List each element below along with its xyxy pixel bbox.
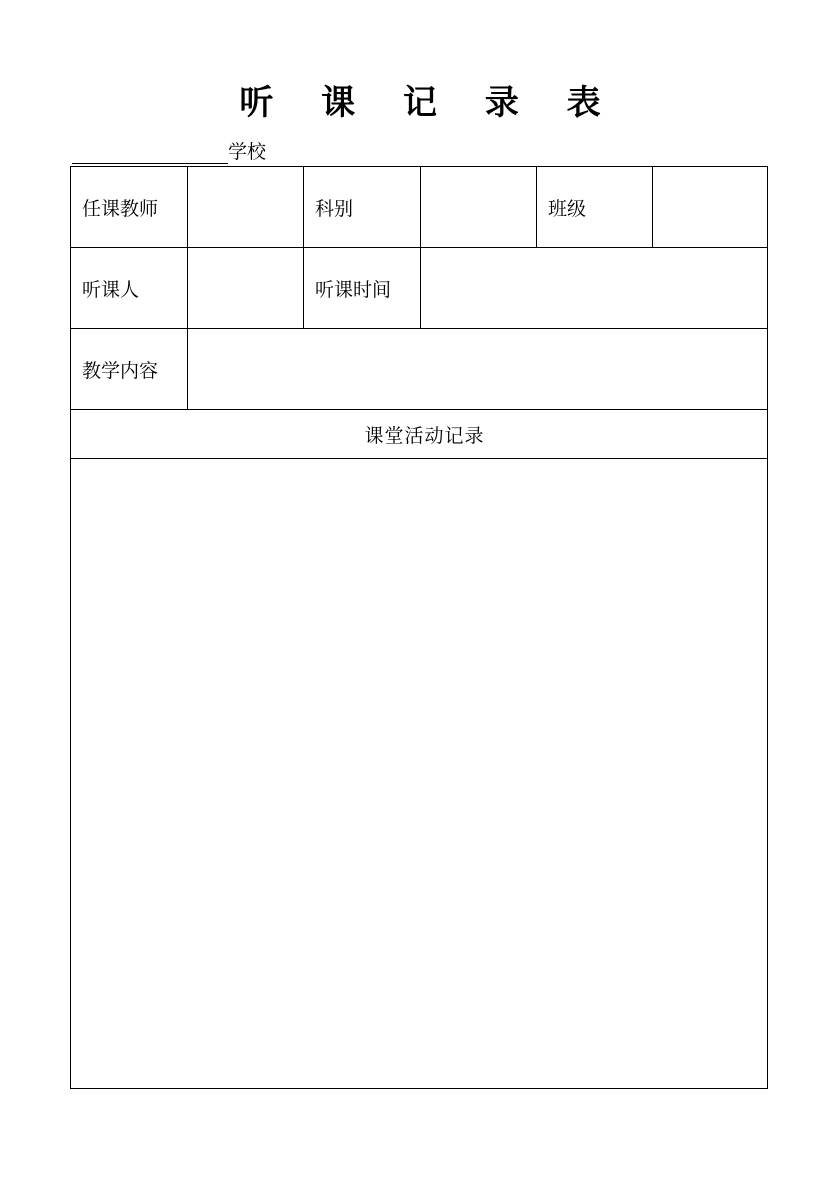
table-row xyxy=(71,329,768,410)
time-value-cell[interactable] xyxy=(421,248,768,329)
table-row xyxy=(71,167,768,248)
class-value-cell[interactable] xyxy=(653,167,768,248)
table-row xyxy=(71,459,768,1089)
content-label: 教学内容 xyxy=(71,329,188,410)
teacher-label: 任课教师 xyxy=(71,167,188,248)
page-title: 听 课 记 录 表 xyxy=(239,83,619,123)
activity-record-header: 课堂活动记录 xyxy=(71,410,768,459)
time-label: 听课时间 xyxy=(304,248,421,329)
content-value-cell[interactable] xyxy=(188,329,768,410)
school-label: 学校 xyxy=(228,141,267,163)
teacher-value-cell[interactable] xyxy=(188,167,304,248)
table-row xyxy=(71,410,768,459)
activity-record-area[interactable] xyxy=(71,459,768,1089)
class-label: 班级 xyxy=(537,167,653,248)
subject-value-cell[interactable] xyxy=(421,167,537,248)
school-line xyxy=(72,138,266,164)
table-row xyxy=(71,248,768,329)
school-name-blank[interactable] xyxy=(72,141,228,164)
listener-label: 听课人 xyxy=(71,248,188,329)
observation-form-table xyxy=(70,166,768,1089)
listener-value-cell[interactable] xyxy=(188,248,304,329)
subject-label: 科别 xyxy=(304,167,421,248)
